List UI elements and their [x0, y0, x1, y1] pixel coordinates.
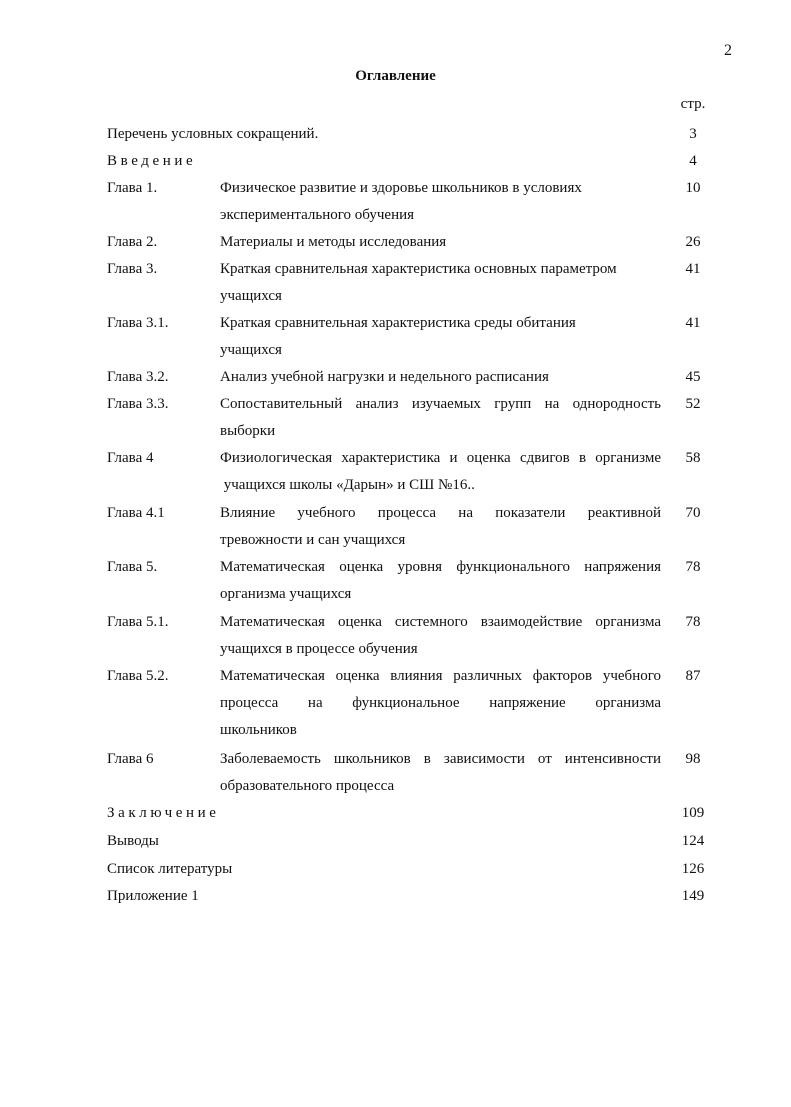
toc-chapter-line: учащихся — [220, 342, 282, 358]
toc-entry-text: Выводы — [107, 833, 159, 849]
toc-chapter-title — [220, 256, 661, 310]
toc-entry-page: 41 — [685, 261, 701, 277]
toc-chapter-title — [220, 554, 661, 608]
toc-chapter-line: Краткая сравнительная характеристика среды обитания — [220, 315, 576, 331]
toc-chapter-line: учащихся — [220, 288, 282, 304]
toc-chapter-title — [220, 229, 661, 256]
toc-chapter-label: Глава 2. — [107, 234, 158, 250]
toc-entry-text: Перечень условных сокращений. — [107, 126, 319, 142]
toc-chapter-line: Математическая оценка уровня функционального напряжения — [220, 559, 661, 575]
toc-chapter-line: Заболеваемость школьников в зависимости от интенсивности — [220, 751, 661, 767]
toc-entry-page: 3 — [689, 126, 697, 142]
toc-chapter-line: процесса на функциональное напряжение организма — [220, 695, 661, 711]
toc-chapter-label: Глава 5.1. — [107, 614, 169, 630]
toc-chapter-line: Краткая сравнительная характеристика основных параметром — [220, 261, 617, 277]
toc-entry-page: 98 — [685, 751, 701, 767]
toc-chapter-line: Материалы и методы исследования — [220, 234, 447, 250]
toc-entry-text: Введение — [107, 153, 197, 169]
toc-entry-page: 41 — [685, 315, 701, 331]
toc-entry-page: 78 — [685, 614, 701, 630]
toc-chapter-label: Глава 3.2. — [107, 369, 169, 385]
toc-entry-page: 126 — [681, 861, 705, 877]
toc-entry-page: 4 — [689, 153, 697, 169]
toc-chapter-label: Глава 5. — [107, 559, 158, 575]
toc-entry-page: 52 — [685, 396, 701, 412]
page-title: Оглавление — [355, 68, 436, 84]
toc-chapter-label: Глава 3. — [107, 261, 158, 277]
toc-chapter-line: Сопоставительный анализ изучаемых групп на однородность — [220, 396, 661, 412]
toc-chapter-line: Математическая оценка влияния различных факторов учебного — [220, 668, 661, 684]
toc-chapter-label: Глава 6 — [107, 751, 154, 767]
toc-chapter-label: Глава 4.1 — [107, 505, 165, 521]
toc-entry-text: Приложение 1 — [107, 888, 199, 904]
toc-entry-page: 10 — [685, 180, 701, 196]
toc-chapter-line: Влияние учебного процесса на показатели реактивной — [220, 505, 661, 521]
toc-chapter-line: учащихся в процессе обучения — [220, 641, 418, 657]
toc-chapter-title — [220, 500, 661, 554]
toc-chapter-title — [220, 609, 661, 663]
toc-chapter-title — [220, 364, 661, 391]
toc-entry-page: 70 — [685, 505, 701, 521]
toc-entry-page: 78 — [685, 559, 701, 575]
toc-chapter-line: Физическое развитие и здоровье школьников в условиях — [220, 180, 582, 196]
toc-chapter-title — [220, 391, 661, 445]
toc-chapter-title — [220, 175, 661, 229]
toc-chapter-line: школьников — [220, 722, 297, 738]
toc-chapter-line: выборки — [220, 423, 276, 439]
toc-chapter-line: организма учащихся — [220, 586, 352, 602]
page-number: 2 — [724, 42, 732, 59]
toc-entry-page: 87 — [685, 668, 701, 684]
page-column-header: стр. — [680, 96, 706, 112]
toc-chapter-line: экспериментального обучения — [220, 207, 415, 223]
toc-chapter-title — [220, 663, 661, 744]
toc-chapter-title — [220, 445, 661, 499]
toc-chapter-line: Анализ учебной нагрузки и недельного расписания — [220, 369, 549, 385]
toc-chapter-label: Глава 3.3. — [107, 396, 169, 412]
toc-entry-page: 26 — [685, 234, 701, 250]
toc-entry-page: 45 — [685, 369, 701, 385]
toc-chapter-line: образовательного процесса — [220, 778, 395, 794]
toc-chapter-label: Глава 4 — [107, 450, 154, 466]
toc-entry-text: Список литературы — [107, 861, 233, 877]
toc-entry-page: 58 — [685, 450, 701, 466]
toc-chapter-label: Глава 3.1. — [107, 315, 169, 331]
toc-chapter-title — [220, 746, 661, 800]
toc-entry-page: 109 — [681, 805, 705, 821]
toc-chapter-line: учащихся школы «Дарын» и СШ №16.. — [220, 477, 475, 493]
toc-entry-page: 149 — [681, 888, 705, 904]
toc-chapter-line: тревожности и сан учащихся — [220, 532, 406, 548]
toc-chapter-label: Глава 1. — [107, 180, 158, 196]
toc-chapter-title — [220, 310, 661, 364]
toc-chapter-line: Физиологическая характеристика и оценка сдвигов в организме — [220, 450, 661, 466]
toc-chapter-line: Математическая оценка системного взаимодействие организма — [220, 614, 661, 630]
toc-entry-text: Заключение — [107, 805, 220, 821]
toc-entry-page: 124 — [681, 833, 705, 849]
toc-chapter-label: Глава 5.2. — [107, 668, 169, 684]
